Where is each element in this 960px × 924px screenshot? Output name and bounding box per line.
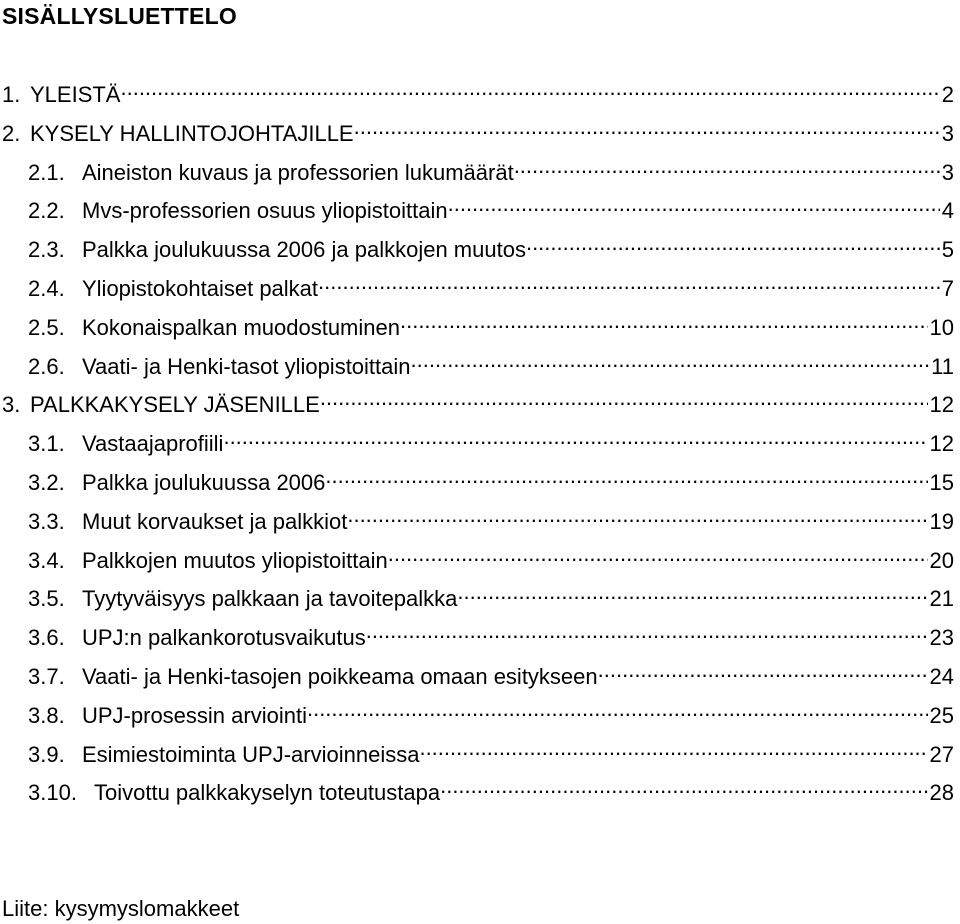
- table-of-contents: [2, 74, 954, 811]
- toc-entry[interactable]: [2, 734, 954, 773]
- toc-entry[interactable]: [2, 229, 954, 268]
- toc-entry[interactable]: [2, 462, 954, 501]
- toc-entry[interactable]: [2, 113, 954, 152]
- toc-leader-dots: [400, 307, 928, 335]
- toc-leader-dots: [307, 695, 928, 723]
- toc-entry-page: 12: [929, 392, 954, 418]
- toc-leader-dots: [320, 384, 928, 412]
- toc-entry-title: KYSELY HALLINTOJOHTAJILLE: [30, 120, 354, 146]
- toc-entry-title: Toivottu palkkakyselyn toteutustapa: [94, 780, 441, 806]
- toc-entry[interactable]: [2, 268, 954, 307]
- toc-entry-number: 2.2.: [28, 198, 65, 224]
- toc-entry[interactable]: [2, 190, 954, 229]
- toc-entry-number: 2.5.: [28, 314, 65, 340]
- toc-entry-title: Kokonaispalkan muodostuminen: [82, 314, 400, 340]
- toc-entry-number: 3.1.: [28, 431, 65, 457]
- toc-entry[interactable]: [2, 346, 954, 385]
- toc-entry[interactable]: [2, 501, 954, 540]
- toc-entry[interactable]: [2, 656, 954, 695]
- toc-entry-page: 20: [929, 547, 954, 573]
- toc-leader-dots: [598, 656, 928, 684]
- toc-entry-page: 27: [929, 741, 954, 767]
- toc-entry-title: PALKKAKYSELY JÄSENILLE: [30, 392, 320, 418]
- toc-leader-dots: [411, 346, 930, 374]
- toc-entry-number: 2.4.: [28, 275, 65, 301]
- toc-leader-dots: [223, 423, 927, 451]
- toc-leader-dots: [448, 190, 940, 218]
- toc-entry-number: 3.6.: [28, 625, 65, 651]
- toc-entry-title: Esimiestoiminta UPJ-arvioinneissa: [82, 741, 420, 767]
- toc-leader-dots: [388, 540, 928, 568]
- toc-entry-title: Vastaajaprofiili: [82, 431, 224, 457]
- toc-entry-number: 3.8.: [28, 702, 65, 728]
- toc-entry-title: Vaati- ja Henki-tasojen poikkeama omaan esitykseen: [82, 663, 598, 689]
- toc-leader-dots: [440, 772, 927, 800]
- toc-leader-dots: [366, 617, 928, 645]
- toc-entry[interactable]: [2, 307, 954, 346]
- toc-entry-number: 3.7.: [28, 663, 65, 689]
- toc-entry-title: Yliopistokohtaiset palkat: [82, 275, 319, 301]
- appendix-note: Liite: kysymyslomakkeet: [2, 896, 240, 921]
- toc-entry-page: 2: [941, 82, 954, 107]
- toc-entry[interactable]: [2, 423, 954, 462]
- toc-entry-number: 3.: [2, 392, 21, 418]
- toc-entry-page: 15: [929, 469, 954, 495]
- toc-entry-title: Vaati- ja Henki-tasot yliopistoittain: [82, 353, 411, 379]
- toc-entry-title: UPJ-prosessin arviointi: [82, 702, 307, 728]
- toc-entry-page: 23: [929, 625, 954, 651]
- toc-entry[interactable]: [2, 617, 954, 656]
- toc-leader-dots: [419, 734, 927, 762]
- toc-entry-page: 4: [941, 198, 954, 224]
- toc-entry[interactable]: [2, 384, 954, 423]
- toc-entry-page: 28: [929, 780, 954, 806]
- toc-entry-number: 2.: [2, 120, 21, 146]
- toc-entry[interactable]: [2, 152, 954, 191]
- toc-entry-title: Tyytyväisyys palkkaan ja tavoitepalkka: [82, 586, 458, 612]
- toc-entry-number: 2.6.: [28, 353, 65, 379]
- toc-entry-title: Muut korvaukset ja palkkiot: [82, 508, 348, 534]
- toc-entry-title: Palkkojen muutos yliopistoittain: [82, 547, 388, 573]
- toc-entry[interactable]: [2, 695, 954, 734]
- toc-entry[interactable]: [2, 772, 954, 811]
- toc-leader-dots: [318, 268, 940, 296]
- toc-entry-title: Aineiston kuvaus ja professorien lukumäärät: [82, 159, 514, 185]
- toc-entry-page: 19: [929, 508, 954, 534]
- toc-entry-number: 3.3.: [28, 508, 65, 534]
- toc-entry-title: Mvs-professorien osuus yliopistoittain: [82, 198, 448, 224]
- toc-entry-page: 12: [929, 431, 954, 457]
- page-title: SISÄLLYSLUETTELO: [2, 3, 237, 29]
- toc-leader-dots: [457, 578, 927, 606]
- toc-entry-page: 25: [929, 702, 954, 728]
- toc-entry-number: 1.: [2, 82, 21, 107]
- toc-entry-number: 3.2.: [28, 469, 65, 495]
- toc-leader-dots: [120, 74, 939, 102]
- toc-entry-page: 3: [941, 159, 954, 185]
- toc-entry-number: 3.10.: [28, 780, 77, 806]
- toc-entry-page: 21: [929, 586, 954, 612]
- toc-entry-page: 24: [929, 663, 954, 689]
- toc-leader-dots: [354, 113, 940, 141]
- toc-entry[interactable]: [2, 540, 954, 579]
- toc-entry-title: UPJ:n palkankorotusvaikutus: [82, 625, 366, 651]
- toc-entry[interactable]: [2, 578, 954, 617]
- toc-entry-number: 3.9.: [28, 741, 65, 767]
- toc-entry-page: 5: [941, 237, 954, 263]
- toc-entry-number: 2.3.: [28, 237, 65, 263]
- toc-leader-dots: [347, 501, 927, 529]
- toc-entry-number: 3.5.: [28, 586, 65, 612]
- toc-entry-number: 2.1.: [28, 159, 65, 185]
- toc-entry[interactable]: [2, 74, 954, 113]
- toc-leader-dots: [514, 152, 940, 180]
- toc-entry-page: 7: [941, 275, 954, 301]
- toc-entry-title: YLEISTÄ: [30, 82, 121, 107]
- toc-entry-number: 3.4.: [28, 547, 65, 573]
- toc-leader-dots: [526, 229, 940, 257]
- toc-leader-dots: [325, 462, 927, 490]
- toc-entry-page: 10: [929, 314, 954, 340]
- toc-entry-title: Palkka joulukuussa 2006: [82, 469, 326, 495]
- toc-entry-page: 11: [931, 353, 954, 379]
- toc-entry-page: 3: [941, 120, 954, 146]
- toc-entry-title: Palkka joulukuussa 2006 ja palkkojen muutos: [82, 237, 526, 263]
